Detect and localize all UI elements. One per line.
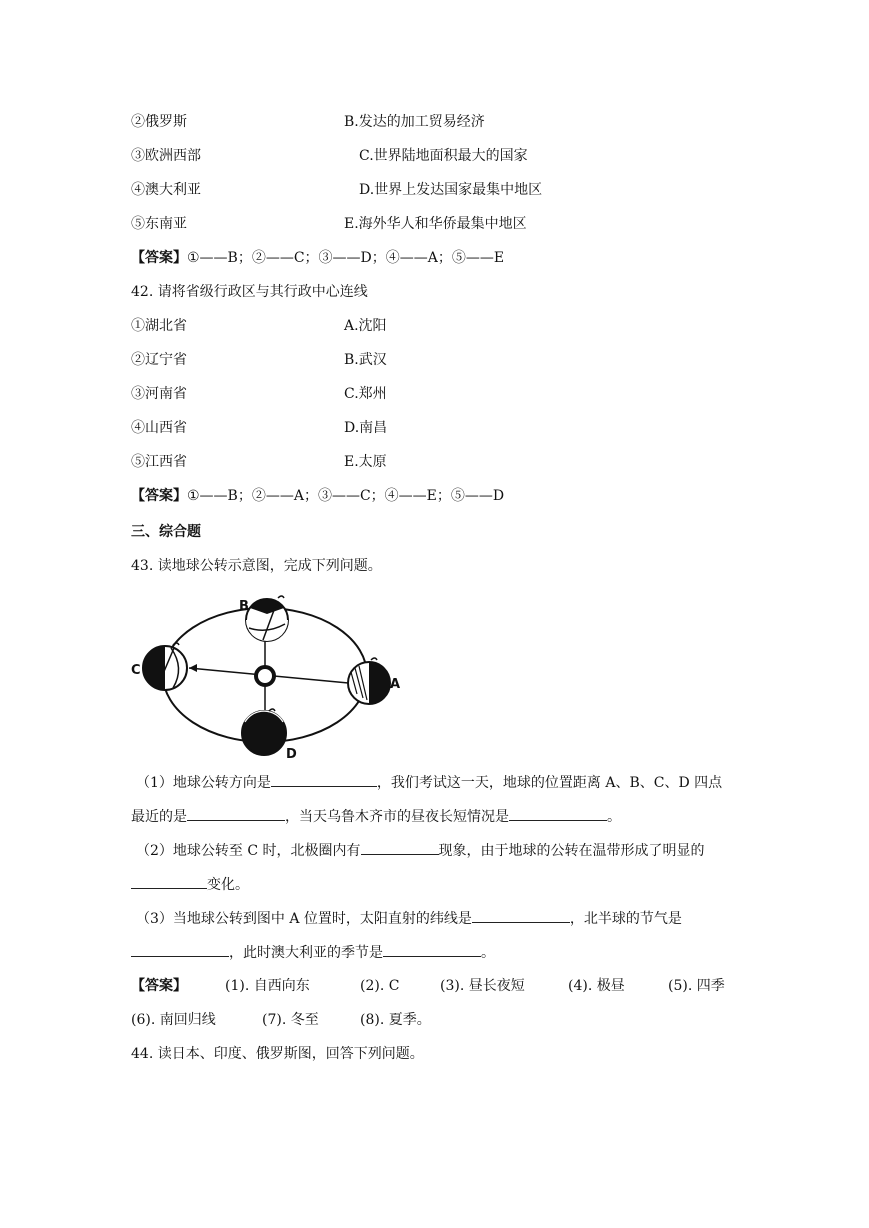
answer-label: 【答案】 bbox=[131, 978, 187, 994]
label-a: A bbox=[390, 677, 401, 692]
question-text: ，北半球的节气是 bbox=[569, 911, 682, 927]
match-left-item: ③欧洲西部 bbox=[131, 148, 201, 164]
earth-c-icon bbox=[143, 643, 187, 690]
q43-part2-line1 bbox=[136, 840, 705, 861]
question-text: ，当天乌鲁木齐市的昼夜长短情况是 bbox=[285, 809, 509, 825]
earth-d-icon bbox=[242, 709, 286, 755]
match-left-item: ⑤东南亚 bbox=[131, 216, 187, 232]
answer-blank[interactable] bbox=[271, 772, 377, 787]
q43-part3-line2 bbox=[131, 942, 495, 963]
q43-part1-line1 bbox=[136, 772, 722, 793]
answer-blank[interactable] bbox=[509, 806, 607, 821]
question-text: 变化。 bbox=[207, 877, 249, 893]
question-text: 现象，由于地球的公转在温带形成了明显的 bbox=[438, 843, 705, 859]
answer-line bbox=[131, 248, 504, 268]
capital-item: B.武汉 bbox=[344, 352, 387, 368]
direction-arrow bbox=[189, 664, 197, 672]
capital-item: D.南昌 bbox=[344, 420, 388, 436]
province-item: ②辽宁省 bbox=[131, 352, 187, 368]
question-text: 。 bbox=[481, 945, 495, 961]
question-title: 42. 请将省级行政区与其行政中心连线 bbox=[131, 284, 368, 300]
capital-item: C.郑州 bbox=[344, 386, 387, 402]
answer-item: (2). C bbox=[360, 978, 400, 994]
match-right-item: B.发达的加工贸易经济 bbox=[344, 114, 485, 130]
match-left-item: ②俄罗斯 bbox=[131, 114, 187, 130]
capital-item: E.太原 bbox=[344, 454, 387, 470]
capital-item: A.沈阳 bbox=[344, 318, 387, 334]
label-c: C bbox=[131, 663, 141, 678]
question-title: 43. 读地球公转示意图，完成下列问题。 bbox=[131, 558, 382, 574]
q43-part2-line2 bbox=[131, 874, 249, 895]
match-right-item: C.世界陆地面积最大的国家 bbox=[359, 148, 528, 164]
answer-item: (1). 自西向东 bbox=[225, 978, 310, 994]
answer-item: (8). 夏季。 bbox=[360, 1012, 431, 1028]
section-heading: 三、综合题 bbox=[131, 524, 201, 540]
question-text: （3）当地球公转到图中 A 位置时，太阳直射的纬线是 bbox=[136, 911, 472, 927]
label-b: B bbox=[239, 599, 249, 614]
match-left-item: ④澳大利亚 bbox=[131, 182, 201, 198]
answer-text: ①——B；②——C；③——D；④——A；⑤——E bbox=[187, 250, 505, 266]
earth-revolution-diagram bbox=[131, 590, 399, 770]
label-d: D bbox=[286, 747, 297, 762]
q43-part1-line2 bbox=[131, 806, 621, 827]
province-item: ③河南省 bbox=[131, 386, 187, 402]
question-text: ，我们考试这一天，地球的位置距离 A、B、C、D 四点 bbox=[376, 775, 723, 791]
answer-item: (4). 极昼 bbox=[568, 978, 625, 994]
question-text: 。 bbox=[607, 809, 621, 825]
question-title: 44. 读日本、印度、俄罗斯图，回答下列问题。 bbox=[131, 1046, 424, 1062]
match-right-item: E.海外华人和华侨最集中地区 bbox=[344, 216, 527, 232]
answer-label: 【答案】 bbox=[131, 488, 187, 504]
answer-line-2 bbox=[131, 1010, 216, 1030]
province-item: ①湖北省 bbox=[131, 318, 187, 334]
answer-item: (5). 四季 bbox=[668, 978, 725, 994]
answer-blank[interactable] bbox=[361, 840, 439, 855]
earth-a-icon bbox=[348, 658, 390, 704]
q43-part3-line1 bbox=[136, 908, 682, 929]
answer-blank[interactable] bbox=[131, 874, 207, 889]
earth-b-icon bbox=[246, 596, 288, 641]
answer-blank[interactable] bbox=[131, 942, 229, 957]
province-item: ⑤江西省 bbox=[131, 454, 187, 470]
question-text: 最近的是 bbox=[131, 809, 187, 825]
question-text: （2）地球公转至 C 时，北极圈内有 bbox=[136, 843, 361, 859]
answer-blank[interactable] bbox=[383, 942, 481, 957]
match-right-item: D.世界上发达国家最集中地区 bbox=[359, 182, 543, 198]
answer-line bbox=[131, 976, 187, 996]
answer-label: 【答案】 bbox=[131, 250, 187, 266]
answer-item: (3). 昼长夜短 bbox=[440, 978, 525, 994]
answer-text: ①——B；②——A；③——C；④——E；⑤——D bbox=[187, 488, 505, 504]
sun-icon bbox=[256, 667, 274, 685]
answer-blank[interactable] bbox=[472, 908, 570, 923]
province-item: ④山西省 bbox=[131, 420, 187, 436]
answer-item: (7). 冬至 bbox=[262, 1012, 319, 1028]
answer-line bbox=[131, 486, 504, 506]
question-text: （1）地球公转方向是 bbox=[136, 775, 271, 791]
answer-item: (6). 南回归线 bbox=[131, 1012, 216, 1028]
answer-blank[interactable] bbox=[187, 806, 285, 821]
question-text: ，此时澳大利亚的季节是 bbox=[229, 945, 383, 961]
